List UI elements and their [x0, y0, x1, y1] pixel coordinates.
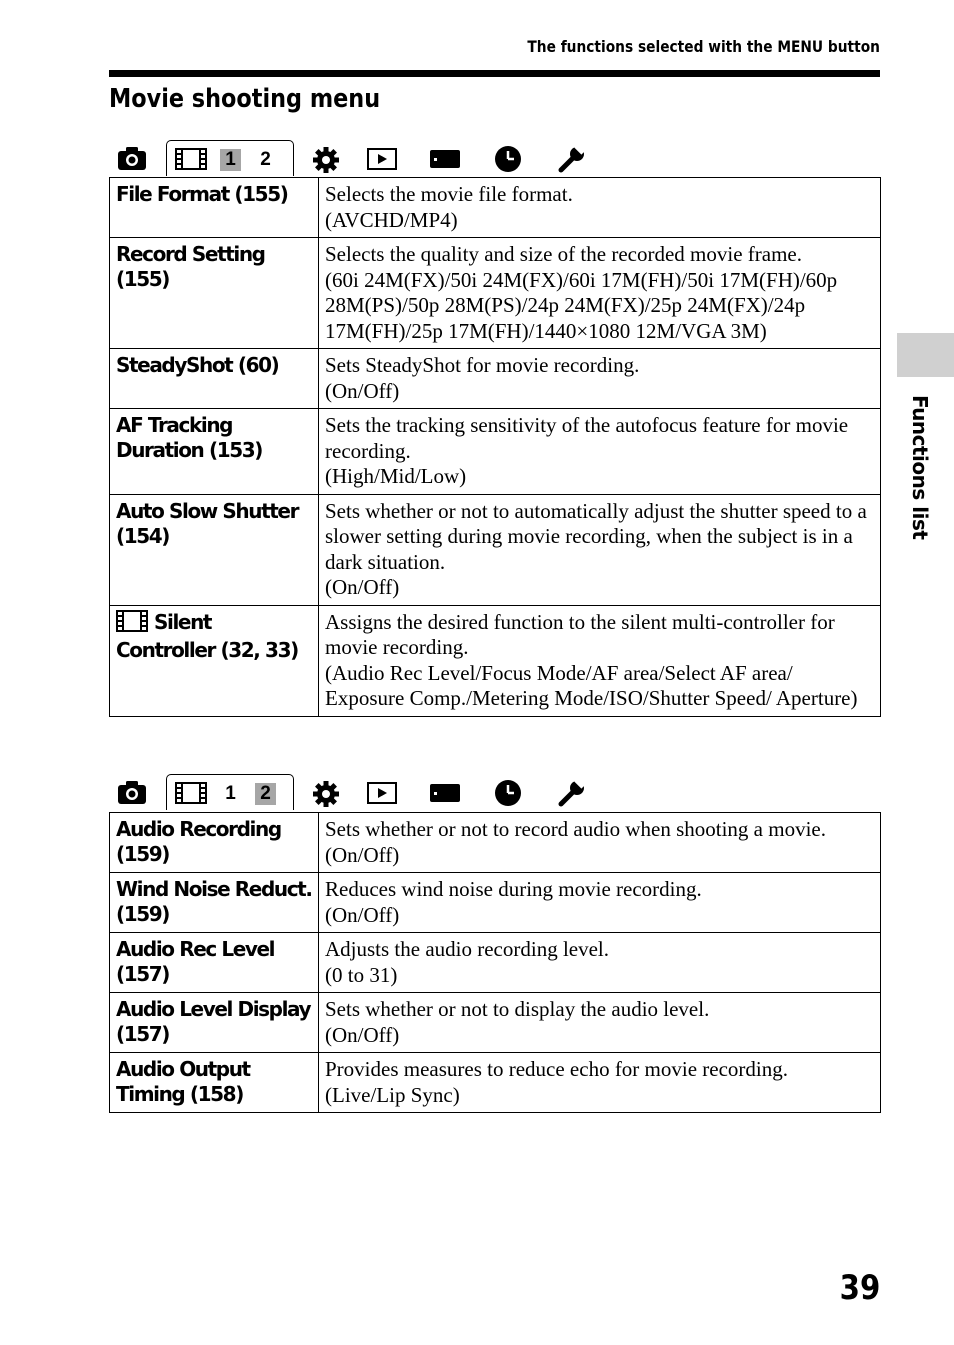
menu-item-name [110, 1053, 319, 1113]
menu-row [110, 238, 881, 349]
menu-row [110, 605, 881, 716]
menu-item-description: Reduces wind noise during movie recording. (On/Off) [319, 873, 881, 933]
movie-tab[interactable] [166, 140, 294, 176]
menu-item-label: File Format (155) [116, 182, 288, 206]
menu-item-description: Sets whether or not to display the audio level. (On/Off) [319, 993, 881, 1053]
menu-item-description: Provides measures to reduce echo for movie recording. (Live/Lip Sync) [319, 1053, 881, 1113]
menu-item-label: Audio Rec Level (157) [116, 937, 275, 986]
clock-icon [494, 779, 522, 807]
menu-item-description: Adjusts the audio recording level. (0 to 31) [319, 933, 881, 993]
gear-icon [311, 780, 341, 808]
menu-item-label: AF Tracking Duration (153) [116, 413, 262, 462]
page-2-tab[interactable]: 2 [255, 783, 276, 805]
wrench-icon [557, 779, 587, 807]
menu-item-description: Assigns the desired function to the silent multi-controller for movie recording. (Audio Rec Level/Focus Mode/AF area/Select AF area/ Exposure Comp./Metering Mode/ISO/Shutter Speed/ Aperture) [319, 605, 881, 716]
memory-card-icon [429, 783, 461, 803]
page-1-tab[interactable]: 1 [220, 149, 241, 171]
menu-item-name [110, 409, 319, 495]
memory-card-icon [429, 149, 461, 169]
movie-icon [116, 610, 148, 638]
menu-item-name [110, 238, 319, 349]
menu-item-description: Selects the movie file format. (AVCHD/MP4) [319, 178, 881, 238]
menu-table-page-1 [109, 177, 881, 717]
menu-item-name [110, 178, 319, 238]
menu-item-description: Sets the tracking sensitivity of the autofocus feature for movie recording. (High/Mid/Low) [319, 409, 881, 495]
menu-item-description: Sets whether or not to automatically adjust the shutter speed to a slower setting during movie recording, when the subject is in a dark situation. (On/Off) [319, 494, 881, 605]
menu-row [110, 933, 881, 993]
playback-icon [367, 148, 397, 170]
menu-row [110, 494, 881, 605]
menu-table-page-2 [109, 812, 881, 1113]
menu-item-label: Audio Output Timing (158) [116, 1057, 250, 1106]
menu-row [110, 813, 881, 873]
menu-item-label: Record Setting (155) [116, 242, 265, 291]
page-1-tab[interactable]: 1 [225, 783, 236, 804]
gear-icon [311, 146, 341, 174]
camera-icon [117, 146, 147, 172]
menu-item-description: Selects the quality and size of the recorded movie frame. (60i 24M(FX)/50i 24M(FX)/60i 17M(FH)/50i 17M(FH)/60p 28M(PS)/50p 28M(PS)/24p 24M(FX)/25p 24M(FX)/24p 17M(FH)/25p 17M(FH)/1440×1080 12M/VGA 3M) [319, 238, 881, 349]
menu-item-name [110, 993, 319, 1053]
menu-item-name [110, 494, 319, 605]
menu-item-name [110, 813, 319, 873]
menu-item-description: Sets SteadyShot for movie recording. (On/Off) [319, 349, 881, 409]
menu-item-label: Auto Slow Shutter (154) [116, 498, 299, 548]
menu-tab-bar-page-1 [109, 140, 880, 178]
menu-row [110, 993, 881, 1053]
movie-icon [175, 782, 207, 804]
menu-row [110, 409, 881, 495]
wrench-icon [557, 145, 587, 173]
menu-item-name [110, 605, 319, 716]
page-title: Movie shooting menu [109, 84, 381, 114]
menu-row [110, 178, 881, 238]
menu-row [110, 873, 881, 933]
menu-item-name [110, 349, 319, 409]
menu-item-description: Sets whether or not to record audio when shooting a movie. (On/Off) [319, 813, 881, 873]
menu-item-label: Audio Level Display (157) [116, 997, 311, 1046]
header-rule [109, 70, 880, 77]
menu-item-label: Wind Noise Reduct. (159) [116, 877, 312, 926]
menu-item-name [110, 873, 319, 933]
page-2-tab[interactable]: 2 [260, 149, 271, 170]
menu-tab-bar-page-2 [109, 774, 880, 812]
menu-row [110, 349, 881, 409]
clock-icon [494, 145, 522, 173]
menu-item-label: Silent Controller (32, 33) [116, 609, 298, 662]
camera-icon [117, 780, 147, 806]
menu-item-label: SteadyShot (60) [116, 353, 279, 377]
menu-row [110, 1053, 881, 1113]
menu-item-label: Audio Recording (159) [116, 817, 281, 866]
running-header: The functions selected with the MENU button [527, 37, 880, 56]
page-number: 39 [839, 1268, 880, 1308]
playback-icon [367, 782, 397, 804]
movie-icon [175, 148, 207, 170]
side-tab-label: Functions list [908, 395, 932, 540]
side-tab-marker [897, 333, 954, 377]
movie-tab[interactable] [166, 774, 294, 810]
menu-item-name [110, 933, 319, 993]
